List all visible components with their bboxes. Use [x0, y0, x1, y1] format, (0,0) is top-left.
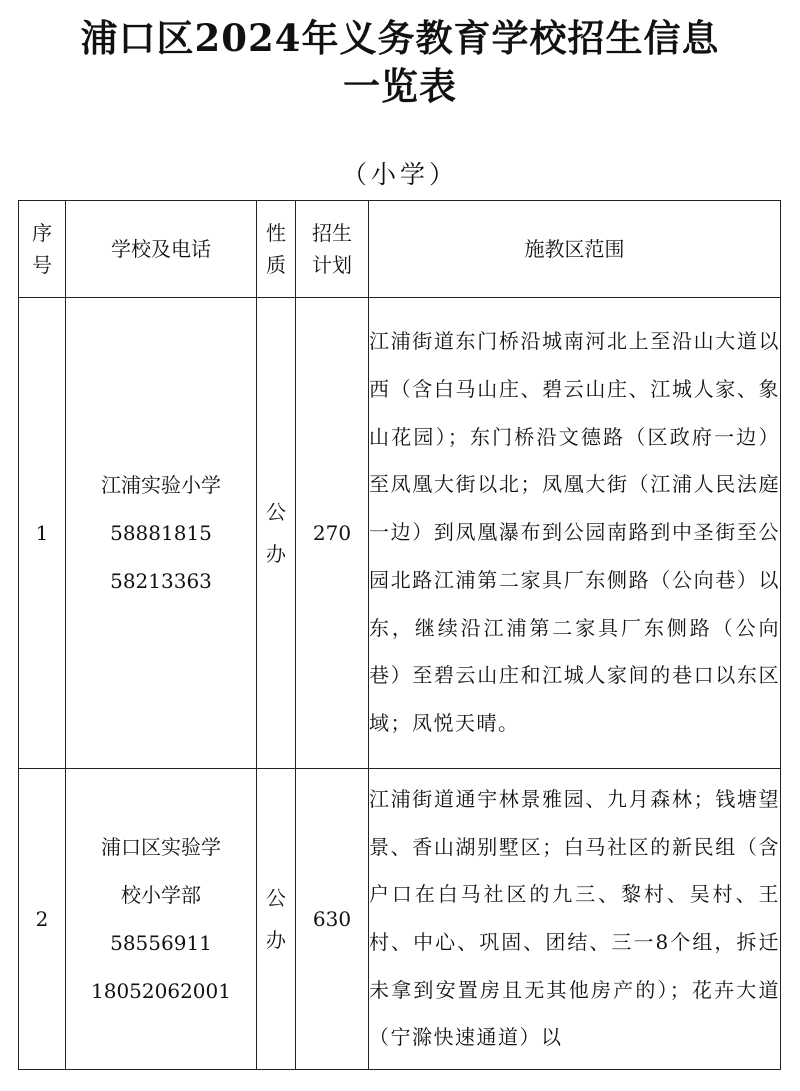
catchment-area: 江浦街道东门桥沿城南河北上至沿山大道以西（含白马山庄、碧云山庄、江城人家、象山花园）；东门桥沿文德路（区政府一边）至凤凰大街以北；凤凰大街（江浦人民法庭一边）到凤凰瀑布到公园南路到中圣街至公园北路江浦第二家具厂东侧路（公向巷）以东，继续沿江浦第二家具厂东侧路（公向巷）至碧云山庄和江城人家间的巷口以东区域；凤悦天晴。: [369, 298, 781, 769]
row-serial-number: 2: [19, 769, 66, 1070]
table-header-row: [19, 201, 781, 298]
section-label: （小学）: [341, 160, 458, 189]
school-name: 浦口区实验学: [101, 835, 221, 859]
page-title-line2: 一览表: [343, 64, 457, 108]
school-nature: 公 办: [257, 769, 296, 1070]
header-catchment-area: 施教区范围: [369, 201, 781, 298]
school-phone: 58881815: [110, 521, 212, 545]
header-school-and-phone: 学校及电话: [66, 201, 257, 298]
school-name: 江浦实验小学: [101, 473, 221, 497]
school-nature: 公 办: [257, 298, 296, 769]
header-nature: 性 质: [257, 201, 296, 298]
table-row: [19, 298, 781, 769]
header-enrollment-plan: 招生 计划: [296, 201, 369, 298]
school-cell: [66, 769, 257, 1070]
table-row: [19, 769, 781, 1070]
catchment-area: 江浦街道通宇林景雅园、九月森林；钱塘望景、香山湖别墅区；白马社区的新民组（含户口在白马社区的九三、黎村、吴村、王村、中心、巩固、团结、三一8个组，拆迁未拿到安置房且无其他房产的）；花卉大道（宁滁快速通道）以: [369, 769, 781, 1070]
school-phone: 18052062001: [91, 979, 231, 1003]
page-title: 浦口区2024年义务教育学校招生信息: [80, 16, 720, 60]
enrollment-plan: 630: [296, 769, 369, 1070]
school-cell: [66, 298, 257, 769]
school-name-continued: 校小学部: [121, 883, 201, 907]
school-phone: 58556911: [110, 931, 212, 955]
enrollment-plan: 270: [296, 298, 369, 769]
header-serial-number: 序 号: [19, 201, 66, 298]
row-serial-number: 1: [19, 298, 66, 769]
school-phone: 58213363: [110, 569, 212, 593]
enrollment-table: [18, 200, 781, 1070]
